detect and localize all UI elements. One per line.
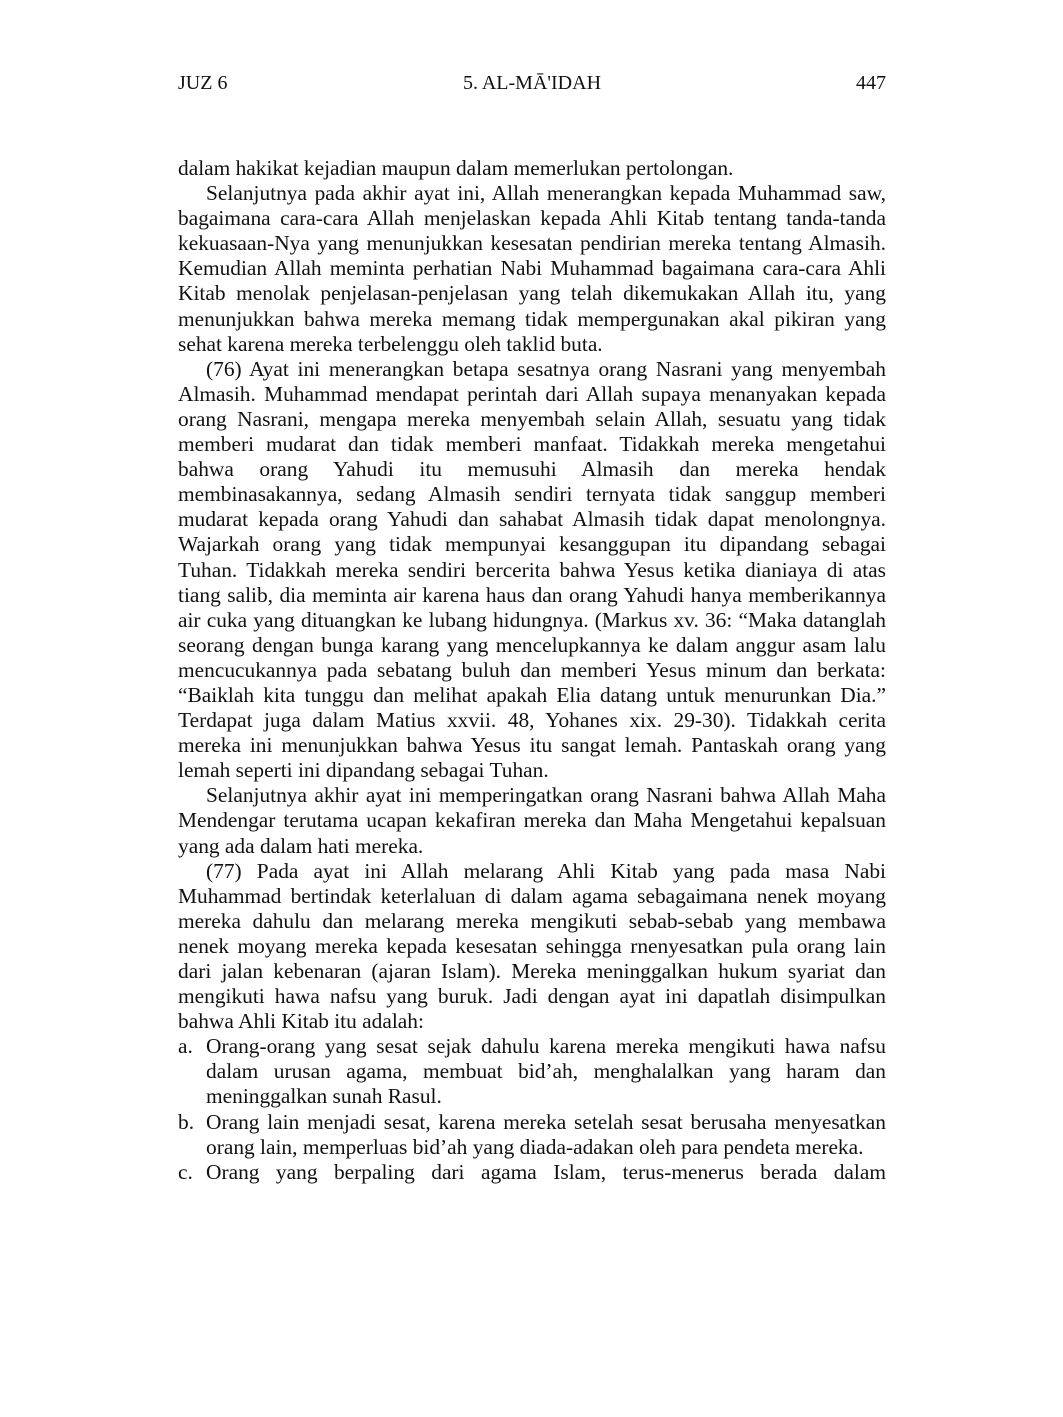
list-item	[178, 1110, 886, 1160]
list-marker: b.	[178, 1109, 195, 1134]
paragraph-warning: Selanjutnya akhir ayat ini memperingatkan orang Nasrani bahwa Allah Maha Mendengar terutama ucapan kekafiran mereka dan Maha Mengetahui kepalsuan yang ada dalam hati mereka.	[178, 783, 886, 858]
list-marker: a.	[178, 1034, 193, 1059]
page-header	[178, 72, 886, 100]
list-item-text: Orang-orang yang sesat sejak dahulu karena mereka mengikuti hawa nafsu dalam urusan agama, membuat bid’ah, menghalalkan yang haram dan meninggalkan sunah Rasul.	[206, 1034, 886, 1109]
paragraph-verse-76: (76) Ayat ini menerangkan betapa sesatnya orang Nasrani yang menyembah Almasih. Muhammad mendapat perintah dari Allah supaya menanyakan kepada orang Nasrani, mengapa mereka menyembah selain Allah, sesuatu yang tidak memberi mudarat dan tidak memberi manfaat. Tidakkah mereka mengetahui bahwa orang Yahudi itu memusuhi Almasih dan mereka hendak membinasakannya, sedang Almasih sendiri ternyata tidak sanggup memberi mudarat kepada orang Yahudi dan sahabat Almasih tidak dapat menolongnya. Wajarkah orang yang tidak mempunyai kesanggupan itu dipandang sebagai Tuhan. Tidakkah mereka sendiri bercerita bahwa Yesus ketika dianiaya di atas tiang salib, dia meminta air karena haus dan orang Yahudi hanya memberikannya air cuka yang dituangkan ke lubang hidungnya. (Markus xv. 36: “Maka datanglah seorang dengan bunga karang yang mencelupkannya ke dalam anggur asam lalu mencucukannya pada sebatang buluh dan memberi Yesus minum dan berkata: “Baiklah kita tunggu dan melihat apakah Elia datang untuk menurunkan Dia.” Terdapat juga dalam Matius xxvii. 48, Yohanes xix. 29-30). Tidakkah cerita mereka ini menunjukkan bahwa Yesus itu sangat lemah. Pantaskah orang yang lemah seperti ini dipandang sebagai Tuhan.	[178, 356, 886, 783]
list-item	[178, 1160, 886, 1185]
juz-label: JUZ 6	[178, 72, 228, 94]
list-item	[178, 1034, 886, 1109]
conclusion-list	[178, 1034, 886, 1185]
paragraph-verse-77: (77) Pada ayat ini Allah melarang Ahli Kitab yang pada masa Nabi Muhammad bertindak keterlaluan di dalam agama sebagaimana nenek moyang mereka dahulu dan melarang mereka mengikuti sebab-sebab yang membawa nenek moyang mereka kepada kesesatan sehingga rnenyesatkan pula orang lain dari jalan kebenaran (ajaran Islam). Mereka meninggalkan hukum syariat dan mengikuti hawa nafsu yang buruk. Jadi dengan ayat ini dapatlah disimpulkan bahwa Ahli Kitab itu adalah:	[178, 858, 886, 1034]
list-item-text: Orang lain menjadi sesat, karena mereka setelah sesat berusaha menyesatkan orang lain, memperluas bid’ah yang diada-adakan oleh para pendeta mereka.	[206, 1109, 886, 1159]
surah-title: 5. AL-MĀ'IDAH	[462, 72, 602, 94]
body-text	[178, 156, 886, 1185]
paragraph-continuation: dalam hakikat kejadian maupun dalam memerlukan pertolongan.	[178, 156, 734, 180]
list-item-text: Orang yang berpaling dari agama Islam, terus-menerus berada dalam	[206, 1159, 886, 1184]
page-number: 447	[856, 72, 886, 94]
paragraph-explanation: Selanjutnya pada akhir ayat ini, Allah menerangkan kepada Muhammad saw, bagaimana cara-cara Allah menjelaskan kepada Ahli Kitab tentang tanda-tanda kekuasaan-Nya yang menunjukkan kesesatan pendirian mereka tentang Almasih. Kemudian Allah meminta perhatian Nabi Muhammad bagaimana cara-cara Ahli Kitab menolak penjelasan-penjelasan yang telah dikemukakan Allah itu, yang menunjukkan bahwa mereka memang tidak mempergunakan akal pikiran yang sehat karena mereka terbelenggu oleh taklid buta.	[178, 181, 886, 356]
list-marker: c.	[178, 1159, 193, 1184]
